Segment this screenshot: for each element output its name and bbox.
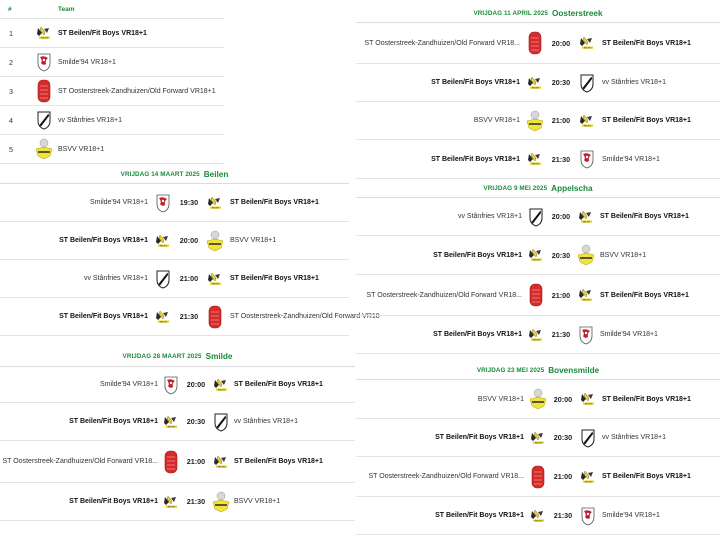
beilen-crest-icon — [204, 272, 226, 286]
match-row[interactable] — [356, 316, 720, 354]
matchday-location: Appelscha — [551, 183, 593, 193]
home-team-name: ST Beilen/Fit Boys VR18+1 — [69, 418, 158, 425]
standings-team-name: vv Stânfries VR18+1 — [58, 116, 123, 124]
beilen-crest-icon — [576, 288, 596, 302]
svg-text:BEILEN: BEILEN — [159, 320, 168, 323]
beilen-crest-icon — [524, 76, 546, 90]
match-row[interactable] — [356, 457, 720, 497]
home-team-name: ST Beilen/Fit Boys VR18+1 — [59, 237, 148, 244]
standings-table — [0, 0, 224, 164]
beilen-crest-icon — [162, 495, 180, 509]
standings-rows — [0, 19, 224, 164]
match-row[interactable] — [0, 184, 349, 222]
rank-column-header: # — [8, 5, 12, 13]
away-team-name: ST Beilen/Fit Boys VR18+1 — [602, 473, 691, 480]
match-time: 21:00 — [553, 472, 573, 481]
home-team-name: BSVV VR18+1 — [477, 395, 524, 403]
smilde-crest-icon — [576, 149, 598, 169]
match-row[interactable] — [0, 222, 349, 260]
bsvv-crest-icon — [576, 244, 596, 266]
home-team-name: ST Beilen/Fit Boys VR18+1 — [435, 434, 524, 441]
home-team-name: Smilde'94 VR18+1 — [100, 381, 158, 388]
match-row[interactable] — [356, 198, 720, 236]
smilde-crest-icon — [162, 375, 180, 395]
match-row[interactable] — [356, 236, 720, 275]
away-team-name: BSVV VR18+1 — [230, 237, 277, 244]
away-team-name: Smilde'94 VR18+1 — [602, 155, 660, 163]
standings-header — [0, 0, 224, 19]
match-row[interactable] — [0, 483, 355, 521]
home-team-name: BSVV VR18+1 — [473, 117, 520, 124]
away-team-name: ST Beilen/Fit Boys VR18+1 — [602, 117, 691, 124]
team-column-header: Team — [58, 5, 75, 13]
svg-text:BEILEN: BEILEN — [531, 163, 540, 166]
home-team-name: ST Beilen/Fit Boys VR18+1 — [69, 498, 158, 505]
match-time: 21:30 — [551, 154, 571, 164]
standings-row[interactable] — [0, 106, 224, 135]
smilde-crest-icon — [30, 52, 58, 72]
match-time: 21:00 — [551, 290, 571, 300]
match-time: 20:00 — [179, 236, 199, 245]
away-team-name: ST Beilen/Fit Boys VR18+1 — [600, 291, 689, 299]
matchday-header — [356, 5, 720, 23]
match-time: 20:00 — [553, 394, 573, 404]
match-row[interactable] — [0, 367, 355, 403]
svg-text:BEILEN: BEILEN — [159, 244, 168, 247]
standings-row[interactable] — [0, 19, 224, 48]
beilen-crest-icon — [212, 378, 230, 392]
beilen-crest-icon — [576, 114, 598, 128]
match-row[interactable] — [356, 140, 720, 179]
away-team-name: ST Beilen/Fit Boys VR18+1 — [600, 213, 689, 220]
matchday-location: Oosterstreek — [552, 9, 603, 18]
home-team-name: ST Beilen/Fit Boys VR18+1 — [433, 251, 522, 259]
home-team-name: ST Beilen/Fit Boys VR18+1 — [59, 313, 148, 320]
oosterstreek-crest-icon — [528, 465, 548, 489]
away-team-name: vv Stânfries VR18+1 — [602, 79, 667, 86]
smilde-crest-icon — [152, 193, 174, 213]
beilen-crest-icon — [204, 196, 226, 210]
beilen-crest-icon — [528, 509, 548, 523]
away-team-name: ST Beilen/Fit Boys VR18+1 — [602, 39, 691, 47]
stanfries-crest-icon — [576, 73, 598, 93]
match-time: 20:30 — [551, 78, 571, 87]
svg-text:BEILEN: BEILEN — [40, 37, 49, 40]
match-time: 20:00 — [551, 38, 571, 48]
standings-rank: 2 — [9, 57, 13, 67]
away-team-name: ST Beilen/Fit Boys VR18+1 — [230, 199, 319, 206]
matchday-9-mei — [356, 179, 720, 354]
match-time: 21:30 — [186, 497, 206, 506]
away-team-name: ST Beilen/Fit Boys VR18+1 — [234, 381, 323, 388]
svg-text:BEILEN: BEILEN — [217, 465, 226, 468]
beilen-crest-icon — [528, 431, 548, 445]
bsvv-crest-icon — [524, 110, 546, 132]
standings-team-name: BSVV VR18+1 — [58, 145, 105, 153]
away-team-name: BSVV VR18+1 — [234, 498, 281, 505]
home-team-name: ST Beilen/Fit Boys VR18+1 — [431, 79, 520, 86]
away-team-name: ST Beilen/Fit Boys VR18+1 — [602, 395, 691, 403]
match-time: 21:00 — [179, 274, 199, 283]
matchday-date: VRIJDAG 14 MAART 2025 — [120, 170, 200, 178]
svg-text:BEILEN: BEILEN — [534, 441, 543, 444]
home-team-name: Smilde'94 VR18+1 — [90, 199, 148, 206]
svg-text:BEILEN: BEILEN — [534, 519, 543, 522]
standings-rank: 4 — [9, 115, 13, 125]
matchday-14-maart — [0, 165, 380, 336]
svg-text:BEILEN: BEILEN — [211, 206, 220, 209]
match-time: 20:30 — [186, 417, 206, 426]
svg-text:BEILEN: BEILEN — [584, 403, 593, 406]
match-time: 21:30 — [551, 330, 571, 339]
oosterstreek-crest-icon — [204, 305, 226, 329]
match-row[interactable] — [356, 23, 720, 64]
match-row[interactable] — [0, 298, 380, 336]
match-row[interactable] — [356, 419, 720, 457]
beilen-crest-icon — [526, 328, 546, 342]
standings-row[interactable] — [0, 135, 224, 164]
away-team-name: ST Oosterstreek-Zandhuizen/Old Forward VR18 — [230, 313, 380, 320]
standings-row[interactable] — [0, 77, 224, 106]
home-team-name: ST Oosterstreek-Zandhuizen/Old Forward VR18... — [2, 458, 158, 465]
svg-text:BEILEN: BEILEN — [582, 299, 591, 302]
match-row[interactable] — [356, 102, 720, 140]
away-team-name: Smilde'94 VR18+1 — [602, 512, 660, 519]
match-time: 21:00 — [186, 457, 206, 466]
home-team-name: ST Beilen/Fit Boys VR18+1 — [431, 155, 520, 163]
standings-rank: 1 — [9, 28, 13, 38]
beilen-crest-icon — [212, 455, 230, 469]
standings-team-name: ST Beilen/Fit Boys VR18+1 — [58, 29, 147, 37]
away-team-name: vv Stânfries VR18+1 — [602, 434, 667, 441]
svg-text:BEILEN: BEILEN — [167, 505, 176, 508]
beilen-crest-icon — [578, 470, 598, 484]
svg-text:BEILEN: BEILEN — [532, 338, 541, 341]
match-time: 21:00 — [551, 116, 571, 125]
home-team-name: ST Beilen/Fit Boys VR18+1 — [433, 331, 522, 338]
away-team-name: BSVV VR18+1 — [600, 251, 647, 259]
standings-rank: 5 — [9, 144, 13, 154]
match-row[interactable] — [0, 403, 355, 441]
matchday-date: VRIJDAG 23 MEI 2025 — [476, 366, 545, 374]
stanfries-crest-icon — [212, 412, 230, 432]
stanfries-crest-icon — [152, 269, 174, 289]
matchday-23-mei — [356, 361, 720, 535]
away-team-name: Smilde'94 VR18+1 — [600, 331, 658, 338]
match-time: 20:00 — [551, 212, 571, 221]
match-row[interactable] — [356, 497, 720, 535]
home-team-name: ST Oosterstreek-Zandhuizen/Old Forward VR18... — [368, 473, 524, 480]
stanfries-crest-icon — [526, 207, 546, 227]
oosterstreek-crest-icon — [162, 450, 180, 474]
matchday-location: Beilen — [203, 169, 229, 179]
svg-text:BEILEN: BEILEN — [167, 425, 176, 428]
matchday-header — [356, 179, 720, 198]
svg-text:BEILEN: BEILEN — [583, 124, 592, 127]
svg-text:BEILEN: BEILEN — [531, 86, 540, 89]
beilen-crest-icon — [524, 152, 546, 166]
match-row[interactable] — [0, 260, 349, 298]
beilen-crest-icon — [576, 210, 596, 224]
svg-text:BEILEN: BEILEN — [217, 388, 226, 391]
matchday-28-maart — [0, 346, 355, 521]
bsvv-crest-icon — [30, 138, 58, 160]
stanfries-crest-icon — [578, 428, 598, 448]
match-time: 20:00 — [186, 380, 206, 389]
home-team-name: ST Beilen/Fit Boys VR18+1 — [435, 512, 524, 519]
bsvv-crest-icon — [212, 491, 230, 513]
matchday-date: VRIJDAG 9 MEI 2025 — [483, 184, 548, 192]
matchday-header — [0, 346, 355, 367]
matchday-location: Bovensmilde — [548, 365, 600, 375]
match-row[interactable] — [356, 64, 720, 102]
match-time: 19:30 — [179, 198, 199, 207]
away-team-name: ST Beilen/Fit Boys VR18+1 — [234, 458, 323, 465]
bsvv-crest-icon — [204, 230, 226, 252]
match-row[interactable] — [356, 275, 720, 316]
home-team-name: vv Stânfries VR18+1 — [457, 213, 522, 220]
match-time: 20:30 — [551, 250, 571, 260]
beilen-crest-icon — [30, 26, 58, 40]
svg-text:BEILEN: BEILEN — [211, 282, 220, 285]
smilde-crest-icon — [578, 506, 598, 526]
beilen-crest-icon — [152, 234, 174, 248]
smilde-crest-icon — [576, 325, 596, 345]
matchday-11-april — [356, 5, 720, 179]
standings-team-name: Smilde'94 VR18+1 — [58, 58, 116, 66]
away-team-name: vv Stânfries VR18+1 — [234, 418, 299, 425]
matchday-date: VRIJDAG 28 MAART 2025 — [122, 352, 202, 360]
standings-team-name: ST Oosterstreek-Zandhuizen/Old Forward VR18+1 — [58, 87, 216, 95]
beilen-crest-icon — [578, 392, 598, 406]
beilen-crest-icon — [152, 310, 174, 324]
matchday-location: Smilde — [205, 351, 233, 361]
standings-rank: 3 — [9, 86, 13, 96]
matchday-header — [356, 361, 720, 380]
oosterstreek-crest-icon — [30, 79, 58, 103]
matchday-date: VRIJDAG 11 APRIL 2025 — [473, 10, 549, 17]
bsvv-crest-icon — [528, 388, 548, 410]
beilen-crest-icon — [576, 36, 598, 50]
beilen-crest-icon — [162, 415, 180, 429]
home-team-name: ST Oosterstreek-Zandhuizen/Old Forward VR18... — [366, 291, 522, 299]
match-time: 21:30 — [553, 511, 573, 520]
home-team-name: vv Stânfries VR18+1 — [83, 275, 148, 282]
beilen-crest-icon — [526, 248, 546, 262]
svg-text:BEILEN: BEILEN — [583, 47, 592, 50]
match-time: 21:30 — [179, 312, 199, 321]
oosterstreek-crest-icon — [526, 283, 546, 307]
svg-text:BEILEN: BEILEN — [532, 259, 541, 262]
match-row[interactable] — [356, 380, 720, 419]
svg-text:BEILEN: BEILEN — [582, 220, 591, 223]
match-row[interactable] — [0, 441, 355, 483]
standings-row[interactable] — [0, 48, 224, 77]
oosterstreek-crest-icon — [524, 31, 546, 55]
stanfries-crest-icon — [30, 110, 58, 130]
match-time: 20:30 — [553, 433, 573, 442]
away-team-name: ST Beilen/Fit Boys VR18+1 — [230, 275, 319, 282]
home-team-name: ST Oosterstreek-Zandhuizen/Old Forward VR18... — [364, 39, 520, 47]
svg-text:BEILEN: BEILEN — [584, 480, 593, 483]
matchday-header — [0, 165, 349, 184]
